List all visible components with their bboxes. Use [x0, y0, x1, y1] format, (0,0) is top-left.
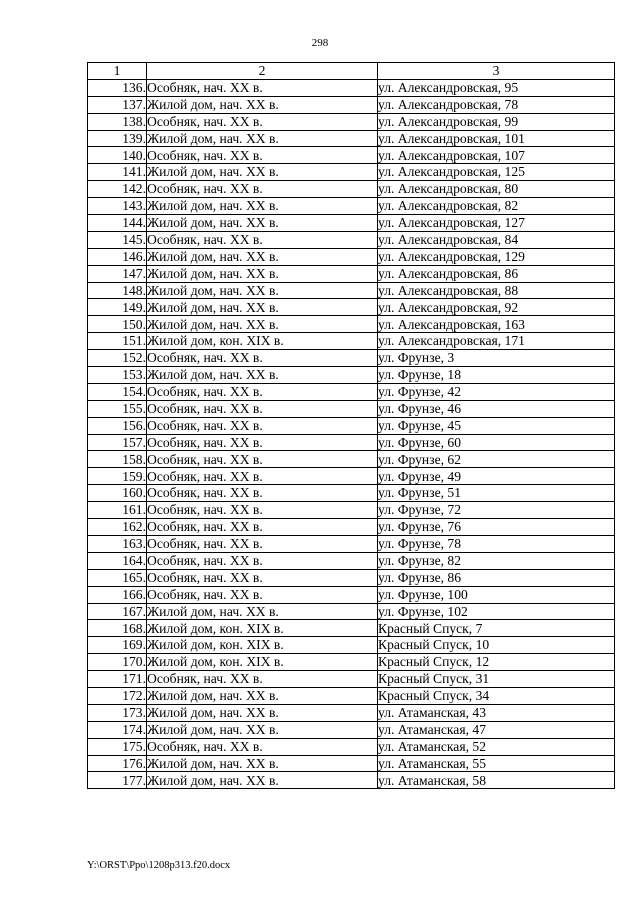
- row-number: 161.: [88, 502, 147, 519]
- object-address: ул. Атаманская, 58: [378, 772, 615, 789]
- row-number: 136.: [88, 79, 147, 96]
- table-row: [88, 164, 615, 181]
- object-address: ул. Александровская, 163: [378, 316, 615, 333]
- object-description: Особняк, нач. XX в.: [147, 400, 378, 417]
- object-description: Жилой дом, нач. XX в.: [147, 367, 378, 384]
- row-number: 146.: [88, 248, 147, 265]
- table-row: [88, 299, 615, 316]
- table-row: [88, 316, 615, 333]
- object-address: ул. Александровская, 107: [378, 147, 615, 164]
- table-row: [88, 400, 615, 417]
- object-address: ул. Фрунзе, 100: [378, 586, 615, 603]
- column-header-description: 2: [147, 63, 378, 80]
- table-row: [88, 265, 615, 282]
- row-number: 144.: [88, 215, 147, 232]
- table-row: [88, 282, 615, 299]
- table-row: [88, 704, 615, 721]
- object-description: Особняк, нач. XX в.: [147, 451, 378, 468]
- object-address: ул. Александровская, 88: [378, 282, 615, 299]
- object-description: Особняк, нач. XX в.: [147, 535, 378, 552]
- object-address: ул. Александровская, 127: [378, 215, 615, 232]
- table-header-row: [88, 63, 615, 80]
- object-address: Красный Спуск, 7: [378, 620, 615, 637]
- object-description: Жилой дом, нач. XX в.: [147, 215, 378, 232]
- object-description: Жилой дом, нач. XX в.: [147, 687, 378, 704]
- table-row: [88, 535, 615, 552]
- object-address: Красный Спуск, 31: [378, 671, 615, 688]
- table-row: [88, 147, 615, 164]
- page-number: 298: [311, 37, 329, 49]
- table-row: [88, 654, 615, 671]
- object-address: ул. Фрунзе, 51: [378, 485, 615, 502]
- object-address: ул. Фрунзе, 102: [378, 603, 615, 620]
- row-number: 155.: [88, 400, 147, 417]
- row-number: 163.: [88, 535, 147, 552]
- table-row: [88, 586, 615, 603]
- row-number: 165.: [88, 569, 147, 586]
- footer-file-path: Y:\ORST\Ppo\1208p313.f20.docx: [87, 860, 231, 871]
- row-number: 174.: [88, 721, 147, 738]
- object-description: Особняк, нач. XX в.: [147, 519, 378, 536]
- row-number: 151.: [88, 333, 147, 350]
- object-description: Особняк, нач. XX в.: [147, 485, 378, 502]
- row-number: 167.: [88, 603, 147, 620]
- row-number: 171.: [88, 671, 147, 688]
- table-row: [88, 79, 615, 96]
- object-address: ул. Александровская, 80: [378, 181, 615, 198]
- object-address: ул. Фрунзе, 49: [378, 468, 615, 485]
- object-address: ул. Фрунзе, 18: [378, 367, 615, 384]
- row-number: 168.: [88, 620, 147, 637]
- table-row: [88, 333, 615, 350]
- object-description: Жилой дом, нач. XX в.: [147, 603, 378, 620]
- object-description: Особняк, нач. XX в.: [147, 383, 378, 400]
- object-description: Жилой дом, нач. XX в.: [147, 130, 378, 147]
- row-number: 169.: [88, 637, 147, 654]
- object-address: ул. Александровская, 171: [378, 333, 615, 350]
- table-row: [88, 637, 615, 654]
- object-address: ул. Фрунзе, 62: [378, 451, 615, 468]
- table-row: [88, 434, 615, 451]
- row-number: 156.: [88, 417, 147, 434]
- row-number: 153.: [88, 367, 147, 384]
- row-number: 162.: [88, 519, 147, 536]
- object-address: ул. Александровская, 86: [378, 265, 615, 282]
- row-number: 177.: [88, 772, 147, 789]
- object-description: Особняк, нач. XX в.: [147, 350, 378, 367]
- row-number: 139.: [88, 130, 147, 147]
- table-row: [88, 755, 615, 772]
- object-description: Особняк, нач. XX в.: [147, 417, 378, 434]
- object-description: Жилой дом, нач. XX в.: [147, 96, 378, 113]
- table-row: [88, 687, 615, 704]
- object-address: ул. Фрунзе, 3: [378, 350, 615, 367]
- object-description: Жилой дом, нач. XX в.: [147, 265, 378, 282]
- object-description: Особняк, нач. XX в.: [147, 586, 378, 603]
- table-row: [88, 215, 615, 232]
- row-number: 145.: [88, 231, 147, 248]
- table-row: [88, 198, 615, 215]
- table-row: [88, 738, 615, 755]
- object-description: Жилой дом, кон. XIX в.: [147, 637, 378, 654]
- object-description: Особняк, нач. XX в.: [147, 79, 378, 96]
- object-description: Особняк, нач. XX в.: [147, 738, 378, 755]
- object-description: Жилой дом, кон. XIX в.: [147, 333, 378, 350]
- table-row: [88, 603, 615, 620]
- object-address: Красный Спуск, 10: [378, 637, 615, 654]
- table-row: [88, 552, 615, 569]
- row-number: 148.: [88, 282, 147, 299]
- object-description: Жилой дом, нач. XX в.: [147, 248, 378, 265]
- object-description: Жилой дом, нач. XX в.: [147, 316, 378, 333]
- object-address: Красный Спуск, 12: [378, 654, 615, 671]
- row-number: 141.: [88, 164, 147, 181]
- table-row: [88, 671, 615, 688]
- object-address: ул. Александровская, 101: [378, 130, 615, 147]
- table-row: [88, 417, 615, 434]
- object-description: Особняк, нач. XX в.: [147, 671, 378, 688]
- table-row: [88, 468, 615, 485]
- object-address: ул. Александровская, 84: [378, 231, 615, 248]
- object-description: Жилой дом, нач. XX в.: [147, 721, 378, 738]
- table-row: [88, 367, 615, 384]
- object-address: ул. Атаманская, 52: [378, 738, 615, 755]
- table-row: [88, 113, 615, 130]
- object-description: Жилой дом, нач. XX в.: [147, 282, 378, 299]
- object-address: ул. Фрунзе, 45: [378, 417, 615, 434]
- object-description: Особняк, нач. XX в.: [147, 569, 378, 586]
- row-number: 164.: [88, 552, 147, 569]
- object-address: ул. Александровская, 95: [378, 79, 615, 96]
- row-number: 137.: [88, 96, 147, 113]
- row-number: 173.: [88, 704, 147, 721]
- table-row: [88, 181, 615, 198]
- object-address: ул. Фрунзе, 86: [378, 569, 615, 586]
- table-row: [88, 231, 615, 248]
- row-number: 166.: [88, 586, 147, 603]
- object-description: Особняк, нач. XX в.: [147, 434, 378, 451]
- table-row: [88, 96, 615, 113]
- object-address: ул. Фрунзе, 72: [378, 502, 615, 519]
- object-description: Особняк, нач. XX в.: [147, 231, 378, 248]
- row-number: 138.: [88, 113, 147, 130]
- object-description: Жилой дом, нач. XX в.: [147, 772, 378, 789]
- table-row: [88, 620, 615, 637]
- row-number: 149.: [88, 299, 147, 316]
- row-number: 152.: [88, 350, 147, 367]
- table-row: [88, 350, 615, 367]
- row-number: 143.: [88, 198, 147, 215]
- row-number: 157.: [88, 434, 147, 451]
- object-address: ул. Александровская, 92: [378, 299, 615, 316]
- object-address: ул. Фрунзе, 42: [378, 383, 615, 400]
- object-address: ул. Атаманская, 47: [378, 721, 615, 738]
- row-number: 158.: [88, 451, 147, 468]
- object-address: ул. Александровская, 129: [378, 248, 615, 265]
- table-row: [88, 130, 615, 147]
- object-description: Жилой дом, нач. XX в.: [147, 198, 378, 215]
- table-row: [88, 569, 615, 586]
- object-address: ул. Фрунзе, 46: [378, 400, 615, 417]
- column-header-address: 3: [378, 63, 615, 80]
- row-number: 147.: [88, 265, 147, 282]
- row-number: 176.: [88, 755, 147, 772]
- object-address: ул. Фрунзе, 82: [378, 552, 615, 569]
- row-number: 170.: [88, 654, 147, 671]
- object-address: ул. Фрунзе, 60: [378, 434, 615, 451]
- table-row: [88, 502, 615, 519]
- column-header-number: 1: [88, 63, 147, 80]
- table-row: [88, 383, 615, 400]
- object-description: Жилой дом, нач. XX в.: [147, 704, 378, 721]
- table-row: [88, 721, 615, 738]
- object-address: ул. Александровская, 78: [378, 96, 615, 113]
- table-body: [88, 79, 615, 788]
- table-row: [88, 248, 615, 265]
- object-description: Особняк, нач. XX в.: [147, 502, 378, 519]
- object-description: Особняк, нач. XX в.: [147, 147, 378, 164]
- heritage-objects-table: [87, 62, 615, 789]
- object-description: Особняк, нач. XX в.: [147, 468, 378, 485]
- object-description: Особняк, нач. XX в.: [147, 181, 378, 198]
- object-description: Жилой дом, нач. XX в.: [147, 755, 378, 772]
- row-number: 140.: [88, 147, 147, 164]
- object-address: Красный Спуск, 34: [378, 687, 615, 704]
- object-address: ул. Атаманская, 43: [378, 704, 615, 721]
- object-address: ул. Фрунзе, 76: [378, 519, 615, 536]
- object-description: Особняк, нач. XX в.: [147, 552, 378, 569]
- table-row: [88, 485, 615, 502]
- table-row: [88, 451, 615, 468]
- object-address: ул. Атаманская, 55: [378, 755, 615, 772]
- table-row: [88, 772, 615, 789]
- object-address: ул. Александровская, 82: [378, 198, 615, 215]
- row-number: 154.: [88, 383, 147, 400]
- row-number: 172.: [88, 687, 147, 704]
- row-number: 159.: [88, 468, 147, 485]
- row-number: 142.: [88, 181, 147, 198]
- object-address: ул. Александровская, 125: [378, 164, 615, 181]
- object-address: ул. Фрунзе, 78: [378, 535, 615, 552]
- object-description: Жилой дом, нач. XX в.: [147, 299, 378, 316]
- object-description: Жилой дом, кон. XIX в.: [147, 654, 378, 671]
- table-row: [88, 519, 615, 536]
- object-description: Особняк, нач. XX в.: [147, 113, 378, 130]
- row-number: 160.: [88, 485, 147, 502]
- row-number: 175.: [88, 738, 147, 755]
- object-description: Жилой дом, нач. XX в.: [147, 164, 378, 181]
- row-number: 150.: [88, 316, 147, 333]
- object-address: ул. Александровская, 99: [378, 113, 615, 130]
- object-description: Жилой дом, кон. XIX в.: [147, 620, 378, 637]
